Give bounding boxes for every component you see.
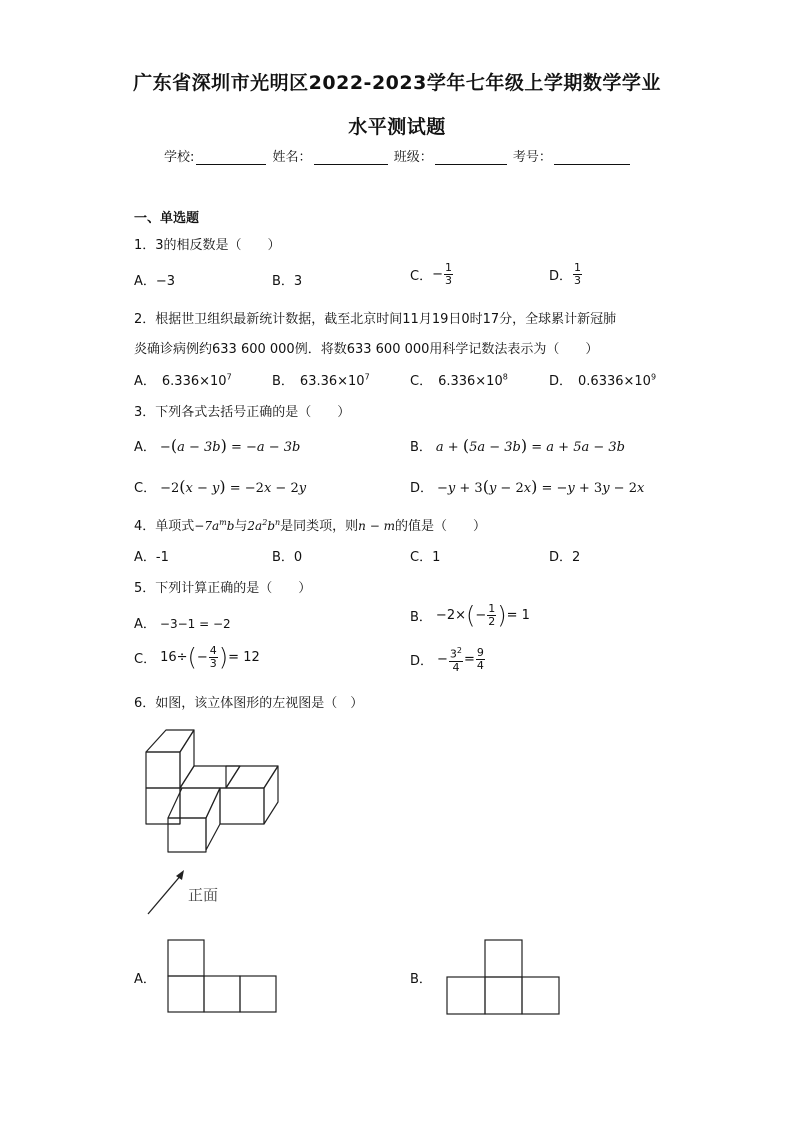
q1-option-c[interactable]: C．− $\frac{1}{3}$ (410, 261, 452, 287)
q1-option-b[interactable]: B．3 (272, 274, 303, 289)
q4-option-b[interactable]: B．0 (272, 550, 303, 565)
class-blank[interactable] (435, 150, 507, 165)
q4-option-a[interactable]: A．-1 (134, 550, 169, 565)
q6-option-a-view[interactable] (166, 938, 278, 1014)
q6-option-a-label[interactable]: A． (134, 972, 156, 987)
q2-option-b-label: B． (272, 374, 294, 389)
q5-option-b-label: B． (410, 610, 432, 625)
q2-option-d-label: D． (549, 374, 573, 389)
q5-option-a[interactable]: A． −3−1 = −2 (134, 617, 231, 632)
q2-option-d-exponent: 9 (650, 372, 657, 382)
q1-option-c-label: C． (410, 269, 433, 284)
q2-option-a-value: 6.336×10 (161, 374, 227, 389)
q2-option-a-exponent: 7 (226, 372, 232, 382)
q5-option-d-label: D． (410, 653, 434, 669)
q2-option-b[interactable] (272, 370, 370, 389)
q3-option-a-label: A． (134, 440, 156, 455)
q4-stem: 4．单项式$-7a^mb$与$2a^2b^n$是同类项，则n − m的值是（ ） (134, 518, 486, 534)
q2-option-d[interactable] (549, 370, 656, 389)
q3-option-d[interactable]: D． −y + 3(y − 2x) = −y + 3y − 2x (410, 477, 645, 496)
q2-option-c-exponent: 8 (502, 372, 508, 382)
q4-option-d[interactable]: D．2 (549, 550, 581, 565)
class-label: 班级： (393, 150, 433, 165)
q4-option-c[interactable]: C．1 (410, 550, 441, 565)
q1-stem: 1．3的相反数是（ ） (134, 238, 281, 253)
q4-stem-part-d: 的值是（ ） (394, 519, 486, 534)
page-subtitle: 水平测试题 (348, 116, 446, 138)
q2-option-a[interactable] (134, 370, 232, 389)
q3-option-b-label: B． (410, 440, 432, 455)
q5-option-a-label: A． (134, 617, 156, 632)
q5-option-c-label: C． (134, 652, 157, 667)
q2-option-d-value: 0.6336×10 (578, 374, 651, 389)
q2-option-c-value: 6.336×10 (438, 374, 503, 389)
q4-stem-part-a: 4．单项式 (134, 519, 195, 534)
q2-stem-line2: 炎确诊病例约633 600 000例．将数633 600 000用科学记数法表示为（ ） (134, 342, 599, 357)
school-blank[interactable] (196, 150, 266, 165)
q2-option-b-exponent: 7 (364, 372, 370, 382)
name-blank[interactable] (314, 150, 388, 165)
q2-option-c-label: C． (410, 374, 433, 389)
q1-option-a[interactable]: A．−3 (134, 274, 176, 289)
q2-option-a-label: A． (134, 374, 156, 389)
q3-stem: 3．下列各式去括号正确的是（ ） (134, 405, 351, 420)
school-label: 学校: (164, 150, 195, 165)
q3-option-d-label: D． (410, 481, 434, 496)
q6-option-b-view[interactable] (445, 938, 561, 1016)
q2-option-c[interactable] (410, 370, 508, 389)
page-title: 广东省深圳市光明区2022-2023学年七年级上学期数学学业 (133, 72, 661, 94)
q3-option-c[interactable]: C． −2(x − y) = −2x − 2y (134, 477, 307, 496)
name-label: 姓名： (272, 150, 312, 165)
student-info-line (164, 146, 632, 165)
number-label: 考号： (512, 150, 552, 165)
q2-stem-line1: 2．根据世卫组织最新统计数据，截至北京时间11月19日0时17分，全球累计新冠肺 (134, 312, 617, 327)
q1-option-d-label: D． (549, 269, 573, 284)
q4-stem-part-c: 是同类项，则 (280, 519, 359, 534)
section-heading: 一、单选题 (134, 211, 200, 226)
q5-stem: 5．下列计算正确的是（ ） (134, 581, 312, 596)
q5-option-c[interactable]: C． 16÷(− $\frac{4}{3}$ )= 12 (134, 643, 260, 672)
q6-stem: 6．如图，该立体图形的左视图是（ ） (134, 696, 364, 711)
q3-option-b[interactable]: B． a + (5a − 3b) = a + 5a − 3b (410, 436, 625, 455)
q4-stem-part-b: 与 (234, 519, 248, 534)
q1-option-d[interactable]: D． $\frac{1}{3}$ (549, 261, 582, 287)
q3-option-c-label: C． (134, 481, 157, 496)
number-blank[interactable] (554, 150, 630, 165)
front-label: 正面 (188, 886, 219, 904)
q5-option-b[interactable]: B． −2×(− $\frac{1}{2}$ )= 1 (410, 601, 530, 630)
q6-option-b-label[interactable]: B． (410, 972, 432, 987)
q2-option-b-value: 63.36×10 (299, 374, 365, 389)
q5-option-d[interactable]: D． − $\frac{3^2}{4}$ = $\frac{9}{4}$ (410, 645, 484, 674)
q3-option-a[interactable]: A． −(a − 3b) = −a − 3b (134, 436, 301, 455)
